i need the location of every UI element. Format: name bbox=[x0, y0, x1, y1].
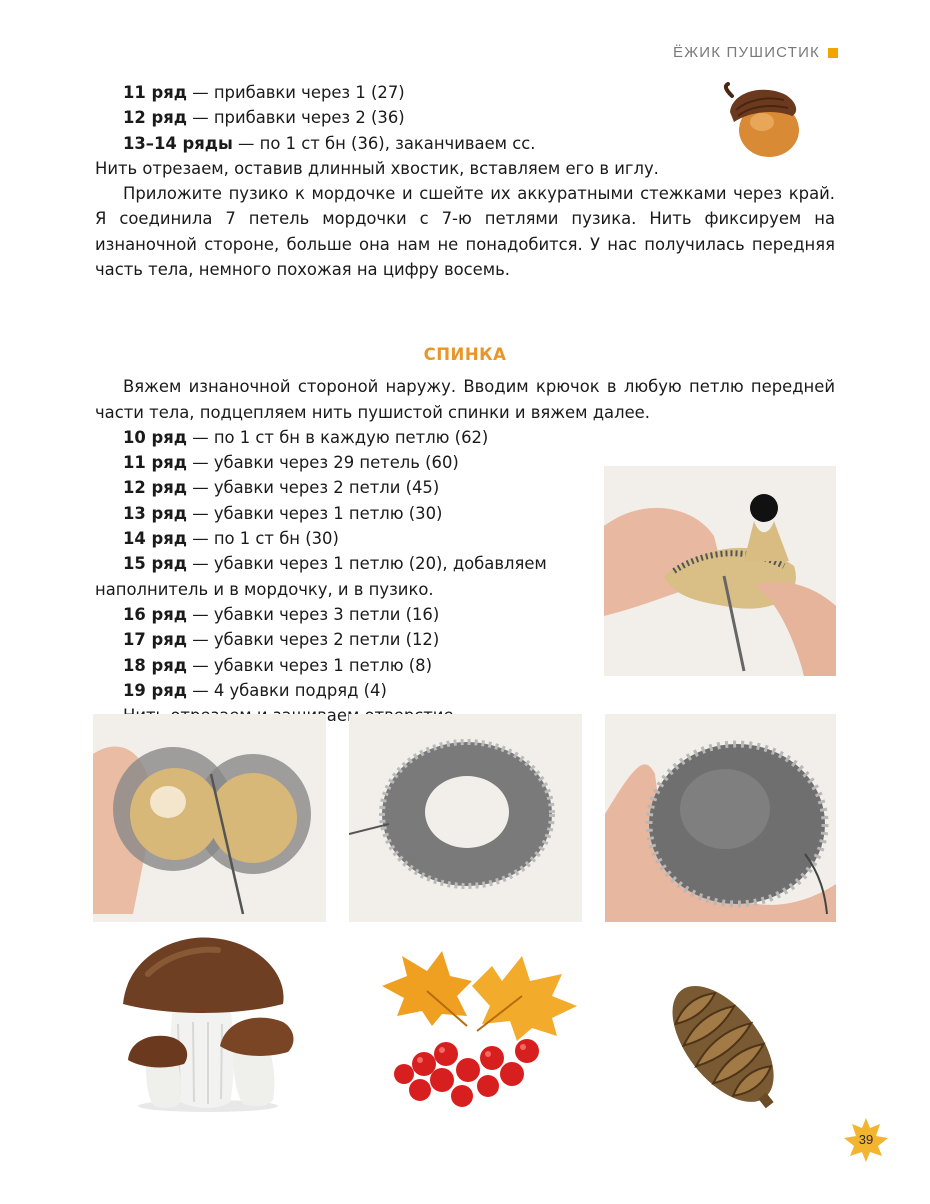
row-text: — по 1 ст бн (30) bbox=[187, 529, 339, 549]
row-line bbox=[95, 678, 835, 703]
row-label: 13–14 ряды bbox=[123, 133, 233, 153]
page-number: 39 bbox=[858, 1132, 874, 1147]
row-text: — убавки через 2 петли (12) bbox=[187, 630, 440, 650]
row-text: — убавки через 2 петли (45) bbox=[187, 478, 440, 498]
row-label: 19 ряд bbox=[123, 680, 188, 700]
paragraph: Вяжем изнаночной стороной наружу. Вводим крючок в любую петлю передней части тела, подцепляем нить пушистой спинки и вяжем далее. bbox=[95, 377, 835, 422]
row-line bbox=[95, 80, 835, 105]
photo-crochet-hook bbox=[604, 466, 836, 676]
maple-leaves-berries-icon bbox=[362, 946, 582, 1116]
running-header-title: ЁЖИК ПУШИСТИК bbox=[672, 44, 820, 61]
header-square-icon bbox=[828, 48, 838, 58]
row-label: 16 ряд bbox=[123, 604, 188, 624]
row-label: 11 ряд bbox=[123, 83, 188, 102]
row-text: — убавки через 1 петлю (20), добавляем наполнитель и в мордочку, и в пузико. bbox=[95, 554, 547, 599]
photo-hedgehog-in-hand bbox=[605, 714, 836, 922]
row-label: 13 ряд bbox=[123, 503, 188, 523]
row-line bbox=[95, 105, 835, 130]
row-text: — убавки через 1 петлю (8) bbox=[187, 655, 432, 675]
row-text: — по 1 ст бн в каждую петлю (62) bbox=[187, 427, 489, 447]
row-label: 12 ряд bbox=[123, 108, 188, 128]
paragraph: Нить отрезаем, оставив длинный хвостик, вставляем его в иглу. bbox=[95, 158, 659, 178]
row-line bbox=[95, 551, 565, 602]
row-line bbox=[95, 131, 835, 156]
row-text: — убавки через 29 петель (60) bbox=[187, 453, 459, 473]
row-text: — убавки через 3 петли (16) bbox=[187, 604, 440, 624]
row-text: — прибавки через 2 (36) bbox=[187, 108, 405, 128]
row-text: — по 1 ст бн (36), заканчиваем сс. bbox=[232, 133, 536, 153]
paragraph: Приложите пузико к мордочке и сшейте их аккуратными стежками через край. Я соединила 7 петель мордочки с 7-ю петлями пузика. Нить фиксируем на изнаночной стороне, больше она нам не понадобится. У нас получилась передняя часть тела, немного похожая на цифру восемь. bbox=[95, 184, 835, 280]
row-label: 15 ряд bbox=[123, 554, 188, 574]
photo-fluffy-ring bbox=[349, 714, 582, 922]
row-line bbox=[95, 425, 835, 450]
row-label: 12 ряд bbox=[123, 478, 188, 498]
row-label: 10 ряд bbox=[123, 427, 188, 447]
row-text: — 4 убавки подряд (4) bbox=[187, 680, 387, 700]
row-label: 17 ряд bbox=[123, 630, 188, 650]
row-text: — убавки через 1 петлю (30) bbox=[187, 503, 443, 523]
section-title: СПИНКА bbox=[423, 345, 507, 364]
mushrooms-icon bbox=[118, 934, 298, 1114]
row-label: 18 ряд bbox=[123, 655, 188, 675]
photo-sewn-pieces bbox=[93, 714, 326, 922]
row-label: 11 ряд bbox=[123, 453, 188, 473]
pine-cone-icon bbox=[640, 960, 800, 1120]
row-label: 14 ряд bbox=[123, 529, 188, 549]
row-text: — прибавки через 1 (27) bbox=[187, 83, 405, 102]
text-block-top bbox=[95, 80, 835, 282]
running-header bbox=[673, 44, 838, 61]
page-number-badge bbox=[846, 1124, 886, 1160]
